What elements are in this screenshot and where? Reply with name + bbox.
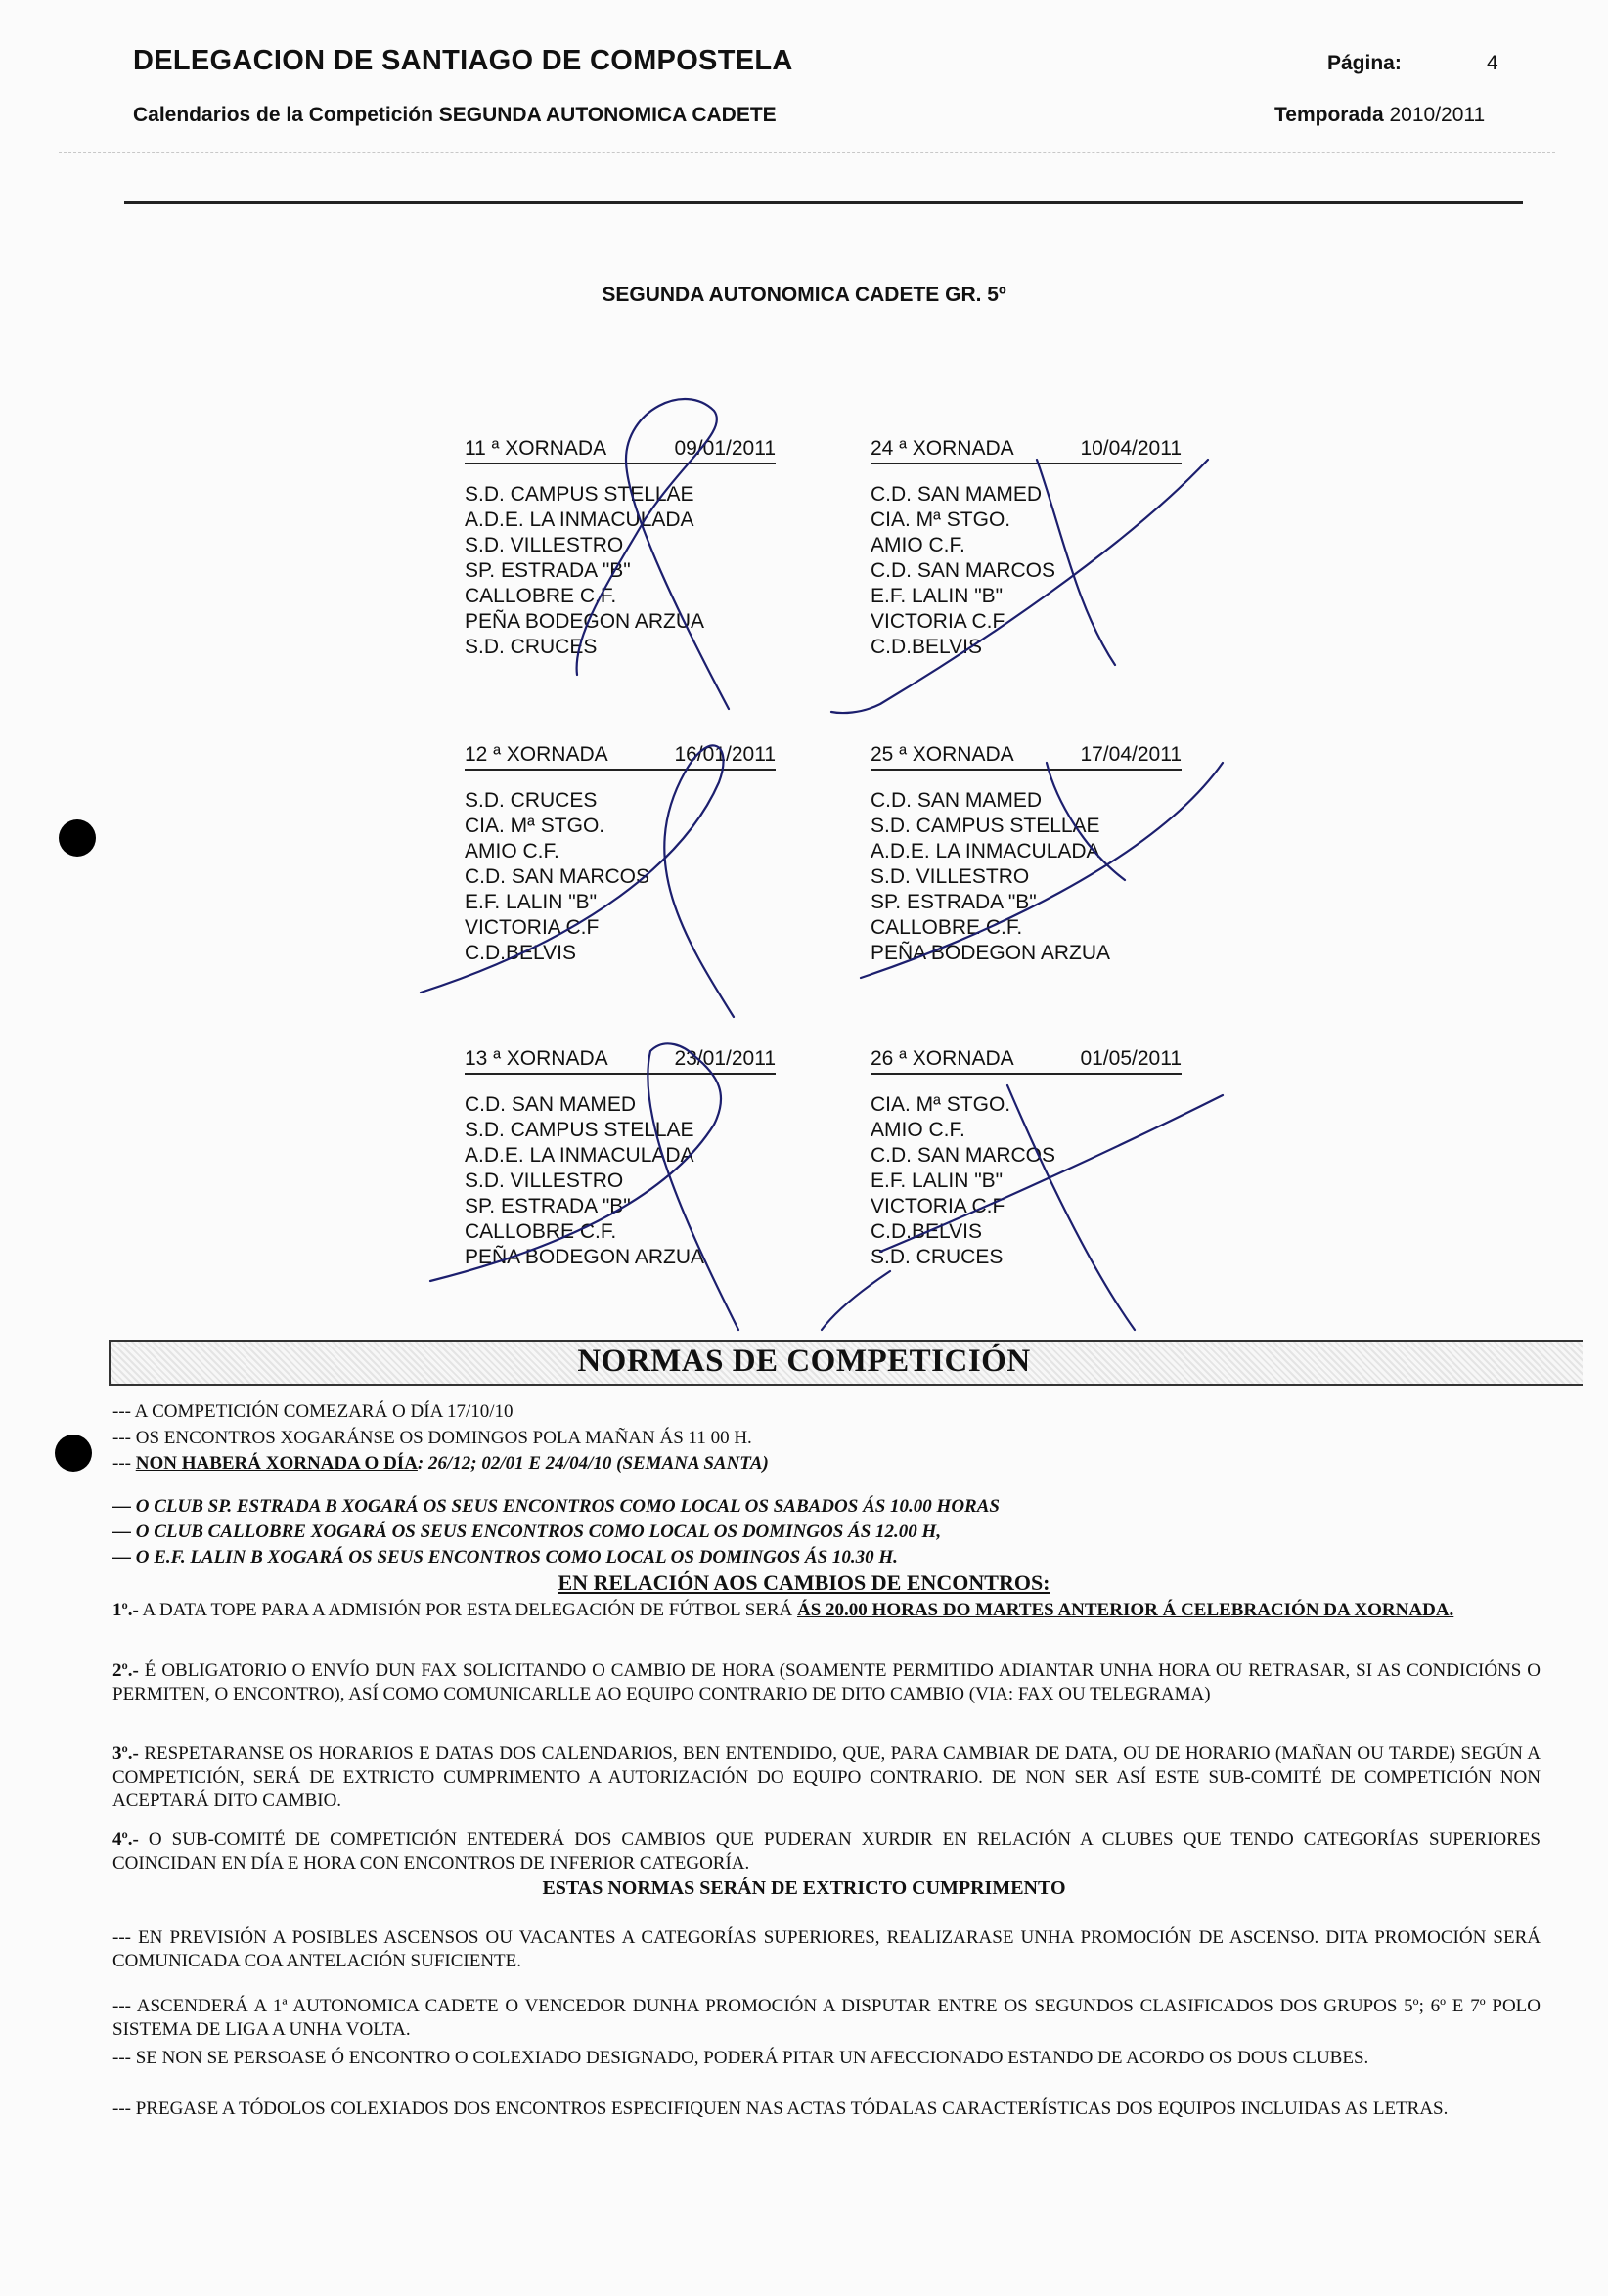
rule-underlined: ÁS 20.00 HORAS DO MARTES ANTERIOR Á CELEBRACIÓN DA XORNADA. xyxy=(797,1600,1454,1620)
team: S.D. CRUCES xyxy=(871,1246,1004,1268)
team: C.D. SAN MARCOS xyxy=(871,1144,1056,1167)
final-note: --- PREGASE A TÓDOLOS COLEXIADOS DOS ENCONTROS ESPECIFIQUEN NAS ACTAS TÓDALAS CARACTERÍSTICAS DOS EQUIPOS INCLUIDAS AS LETRAS. xyxy=(112,2098,1449,2119)
team: A.D.E. LA INMACULADA xyxy=(465,1144,694,1167)
team: C.D. SAN MAMED xyxy=(871,483,1043,506)
team: AMIO C.F. xyxy=(871,1119,965,1141)
round-label: 12 ª XORNADA xyxy=(465,743,608,766)
team: C.D. SAN MAMED xyxy=(465,1093,637,1116)
rule-number: 1º.- xyxy=(112,1600,139,1620)
club-rule: — O E.F. LALIN B XOGARÁ OS SEUS ENCONTROS COMO LOCAL OS DOMINGOS ÁS 10.30 H. xyxy=(112,1547,898,1567)
round-block xyxy=(871,743,1182,966)
team: A.D.E. LA INMACULADA xyxy=(465,508,694,531)
team: VICTORIA C.F xyxy=(871,1195,1005,1217)
rule-1 xyxy=(112,1599,1541,1622)
norm-line-no-round xyxy=(112,1453,769,1475)
club-rule: — O CLUB SP. ESTRADA B XOGARÁ OS SEUS ENCONTROS COMO LOCAL OS SABADOS ÁS 10.00 HORAS xyxy=(112,1496,1000,1517)
team: CALLOBRE C.F. xyxy=(465,585,617,607)
team: C.D. SAN MARCOS xyxy=(465,865,650,888)
norm-prefix: --- xyxy=(112,1453,136,1474)
season xyxy=(1274,104,1485,127)
rule-text: A DATA TOPE PARA A ADMISIÓN POR ESTA DELEGACIÓN DE FÚTBOL SERÁ xyxy=(138,1600,798,1620)
team: PEÑA BODEGON ARZUA xyxy=(871,942,1111,964)
team: S.D. CRUCES xyxy=(465,636,598,658)
header-title: DELEGACION DE SANTIAGO DE COMPOSTELA xyxy=(133,45,793,76)
round-block xyxy=(871,1047,1182,1270)
page-label: Página: xyxy=(1327,52,1402,74)
round-date: 17/04/2011 xyxy=(1080,743,1182,766)
norm-line: --- OS ENCONTROS XOGARÁNSE OS DOMINGOS POLA MAÑAN ÁS 11 00 H. xyxy=(112,1428,752,1448)
team: PEÑA BODEGON ARZUA xyxy=(465,610,705,633)
final-note: --- EN PREVISIÓN A POSIBLES ASCENSOS OU VACANTES A CATEGORÍAS SUPERIORES, REALIZARASE UNHA PROMOCIÓN DE ASCENSO. DITA PROMOCIÓN SERÁ COMUNICADA COA ANTELACIÓN SUFICIENTE. xyxy=(112,1927,1541,1971)
team: S.D. CAMPUS STELLAE xyxy=(871,815,1100,837)
team: S.D. VILLESTRO xyxy=(465,1170,624,1192)
team: AMIO C.F. xyxy=(465,840,559,862)
team: CALLOBRE C.F. xyxy=(871,916,1023,939)
rule-text: O SUB-COMITÉ DE COMPETICIÓN ENTEDERÁ DOS CAMBIOS QUE PUDERAN XURDIR EN RELACIÓN A CLUBES QUE TENDO CATEGORÍAS SUPERIORES COINCIDAN EN DÍA E HORA CON ENCONTROS DE INFERIOR CATEGORÍA. xyxy=(112,1830,1541,1874)
rule-3 xyxy=(112,1743,1541,1813)
header-rule xyxy=(124,201,1523,204)
group-title: SEGUNDA AUTONOMICA CADETE GR. 5º xyxy=(602,284,1006,306)
team: CIA. Mª STGO. xyxy=(465,815,605,837)
team: SP. ESTRADA "B" xyxy=(465,1195,631,1217)
team: CIA. Mª STGO. xyxy=(871,1093,1011,1116)
team: SP. ESTRADA "B" xyxy=(465,559,631,582)
round-date: 09/01/2011 xyxy=(674,437,776,460)
norms-title: NORMAS DE COMPETICIÓN xyxy=(577,1344,1031,1379)
rule-text: É OBLIGATORIO O ENVÍO DUN FAX SOLICITANDO O CAMBIO DE HORA (SOAMENTE PERMITIDO ADIANTAR UNHA HORA OU RETRASAR, SI AS CONDICIÓNS O PERMITEN, O ENCONTRO), ASÍ COMO COMUNICARLLE AO EQUIPO CONTRARIO DE DITO CAMBIO (VIA: FAX OU TELEGRAMA) xyxy=(112,1660,1541,1704)
final-note: --- SE NON SE PERSOASE Ó ENCONTRO O COLEXIADO DESIGNADO, PODERÁ PITAR UN AFECCIONADO ESTANDO DE ACORDO OS DOUS CLUBES. xyxy=(112,2048,1369,2068)
strict-heading: ESTAS NORMAS SERÁN DE EXTRICTO CUMPRIMENTO xyxy=(542,1877,1066,1899)
round-label: 25 ª XORNADA xyxy=(871,743,1014,766)
team: SP. ESTRADA "B" xyxy=(871,891,1037,913)
header-divider xyxy=(59,152,1555,153)
page-number: 4 xyxy=(1487,52,1498,74)
norm-line: --- A COMPETICIÓN COMEZARÁ O DÍA 17/10/10 xyxy=(112,1401,514,1422)
team: VICTORIA C.F xyxy=(871,610,1005,633)
team: E.F. LALIN "B" xyxy=(871,585,1004,607)
team: C.D.BELVIS xyxy=(871,636,982,658)
round-block xyxy=(465,743,776,966)
binder-hole xyxy=(55,1435,92,1472)
season-label: Temporada xyxy=(1274,104,1384,126)
team: S.D. CAMPUS STELLAE xyxy=(465,483,694,506)
team: AMIO C.F. xyxy=(871,534,965,556)
round-date: 01/05/2011 xyxy=(1080,1047,1182,1070)
round-date: 23/01/2011 xyxy=(674,1047,776,1070)
header-subtitle: Calendarios de la Competición SEGUNDA AUTONOMICA CADETE xyxy=(133,104,777,126)
team: S.D. CRUCES xyxy=(465,789,598,812)
round-label: 11 ª XORNADA xyxy=(465,437,607,460)
rule-number: 4º.- xyxy=(112,1830,139,1850)
norm-underlined: NON HABERÁ XORNADA O DÍA xyxy=(135,1453,418,1474)
changes-heading: EN RELACIÓN AOS CAMBIOS DE ENCONTROS: xyxy=(558,1570,1050,1595)
team: CIA. Mª STGO. xyxy=(871,508,1011,531)
round-label: 26 ª XORNADA xyxy=(871,1047,1014,1070)
round-block xyxy=(465,437,776,660)
team: A.D.E. LA INMACULADA xyxy=(871,840,1100,862)
round-block xyxy=(871,437,1182,660)
round-label: 24 ª XORNADA xyxy=(871,437,1014,460)
team: C.D. SAN MARCOS xyxy=(871,559,1056,582)
team: C.D. SAN MAMED xyxy=(871,789,1043,812)
team: E.F. LALIN "B" xyxy=(465,891,598,913)
round-date: 10/04/2011 xyxy=(1080,437,1182,460)
club-rule: — O CLUB CALLOBRE XOGARÁ OS SEUS ENCONTROS COMO LOCAL OS DOMINGOS ÁS 12.00 H, xyxy=(112,1522,942,1542)
rule-number: 2º.- xyxy=(112,1660,139,1681)
team: S.D. CAMPUS STELLAE xyxy=(465,1119,694,1141)
final-note: --- ASCENDERÁ A 1ª AUTONOMICA CADETE O VENCEDOR DUNHA PROMOCIÓN A DISPUTAR ENTRE OS SEGUNDOS CLASIFICADOS DOS GRUPOS 5º; 6º E 7º POLO SISTEMA DE LIGA A UNHA VOLTA. xyxy=(112,1996,1541,2040)
round-label: 13 ª XORNADA xyxy=(465,1047,608,1070)
team: E.F. LALIN "B" xyxy=(871,1170,1004,1192)
team: PEÑA BODEGON ARZUA xyxy=(465,1246,705,1268)
team: S.D. VILLESTRO xyxy=(465,534,624,556)
team: VICTORIA C.F xyxy=(465,916,600,939)
round-date: 16/01/2011 xyxy=(674,743,776,766)
round-block xyxy=(465,1047,776,1270)
binder-hole xyxy=(59,819,96,857)
team: C.D.BELVIS xyxy=(871,1220,982,1243)
team: C.D.BELVIS xyxy=(465,942,576,964)
rule-text: RESPETARANSE OS HORARIOS E DATAS DOS CALENDARIOS, BEN ENTENDIDO, QUE, PARA CAMBIAR DE DATA, OU DE HORARIO (MAÑAN OU TARDE) SEGÚN A COMPETICIÓN, SERÁ DE EXTRICTO CUMPRIMENTO A AUTORIZACIÓN DO EQUIPO CONTRARIO. DE NON SER ASÍ ESTE SUB-COMITÉ DE COMPETICIÓN NON ACEPTARÁ DITO CAMBIO. xyxy=(112,1744,1541,1811)
pen-stroke xyxy=(822,1271,890,1330)
norm-dates: : 26/12; 02/01 E 24/04/10 (SEMANA SANTA) xyxy=(417,1453,769,1474)
season-value: 2010/2011 xyxy=(1389,104,1486,126)
team: CALLOBRE C.F. xyxy=(465,1220,617,1243)
rule-4 xyxy=(112,1829,1541,1876)
rule-number: 3º.- xyxy=(112,1744,139,1764)
team: S.D. VILLESTRO xyxy=(871,865,1030,888)
rule-2 xyxy=(112,1659,1541,1706)
